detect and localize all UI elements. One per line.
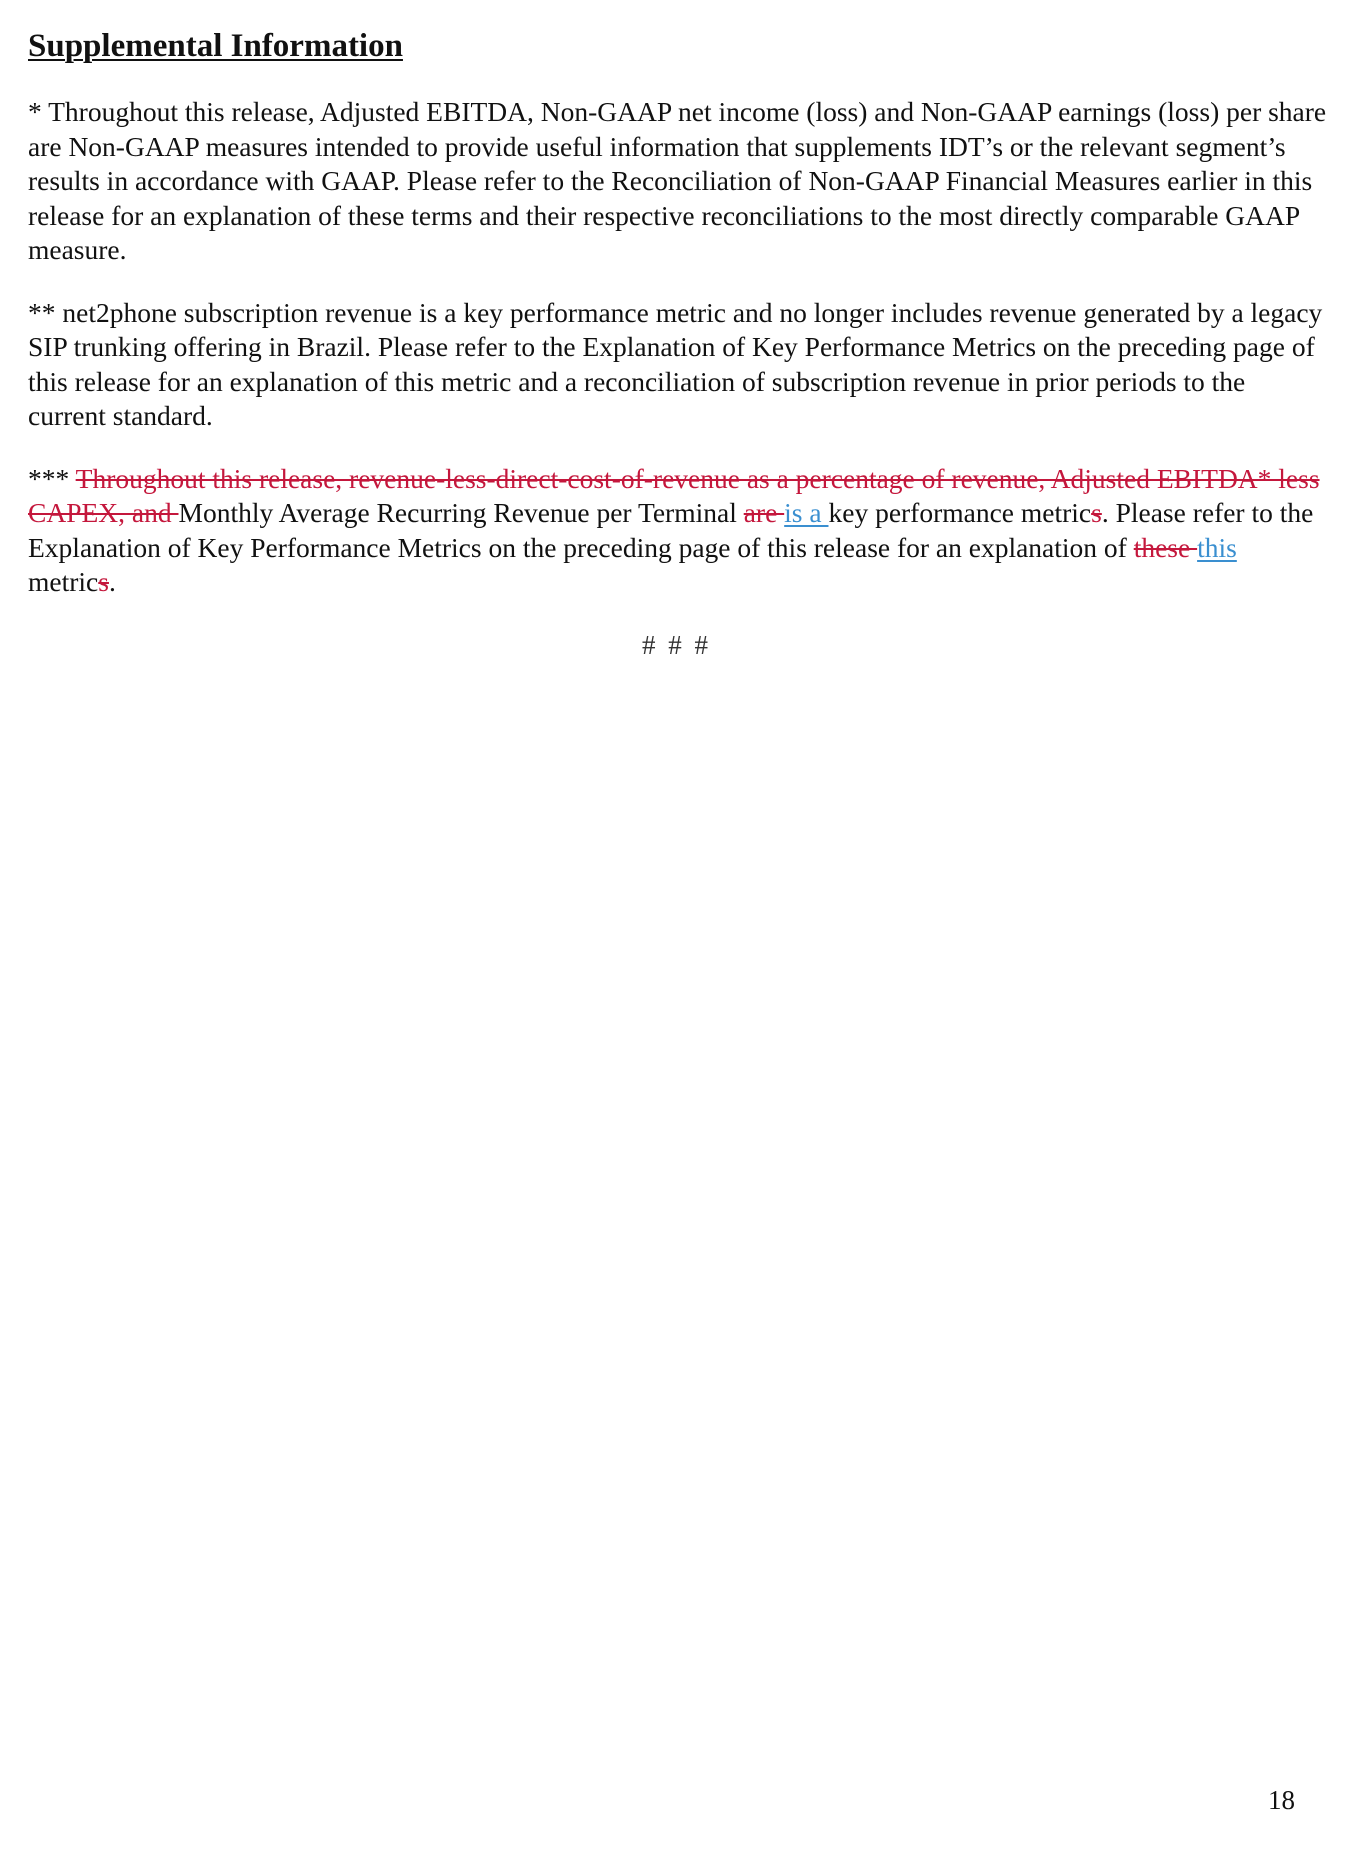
paragraph-text: . (108, 566, 116, 597)
tracked-deletion: are (743, 497, 785, 528)
document-page (28, 24, 1328, 600)
paragraph-text: metric (28, 566, 99, 597)
tracked-deletion: s (1091, 497, 1102, 528)
paragraph-text: . Please refer to the Explanation of Key Performance Metrics on the preceding page of this release for an explanation of (28, 497, 1314, 563)
footnote-paragraph-3 (28, 462, 1328, 600)
paragraph-text: Monthly Average Recurring Revenue per Terminal (178, 497, 744, 528)
paragraph-text: key performance metric (828, 497, 1092, 528)
tracked-insertion: is a (784, 497, 829, 528)
tracked-deletion: s (98, 566, 109, 597)
tracked-deletion: these (1133, 531, 1198, 563)
footnote-paragraph-1: * Throughout this release, Adjusted EBITDA, Non-GAAP net income (loss) and Non-GAAP earnings (loss) per share are Non-GAAP measures intended to provide useful information that supplements IDT’s or the relevant segment’s results in accordance with GAAP. Please refer to the Reconciliation of Non-GAAP Financial Measures earlier in this release for an explanation of these terms and their respective reconciliations to the most directly comparable GAAP measure. (28, 96, 1327, 265)
footnote-marker: *** (28, 462, 76, 494)
page-number: 18 (1268, 1785, 1295, 1815)
tracked-insertion: this (1197, 531, 1237, 563)
footnote-paragraph-2: ** net2phone subscription revenue is a key performance metric and no longer includes revenue generated by a legacy SIP trunking offering in Brazil. Please refer to the Explanation of Key Performance Metrics on the preceding page of this release for an explanation of this metric and a reconciliation of subscription revenue in prior periods to the current standard. (28, 296, 1323, 431)
tracked-deletion: Throughout this release, revenue-less-direct-cost-of-revenue as a percentage of revenue, Adjusted EBITDA* less CAPEX, and (28, 462, 1320, 528)
end-of-release-marks: # # # (642, 630, 711, 660)
section-heading: Supplemental Information (28, 28, 403, 64)
